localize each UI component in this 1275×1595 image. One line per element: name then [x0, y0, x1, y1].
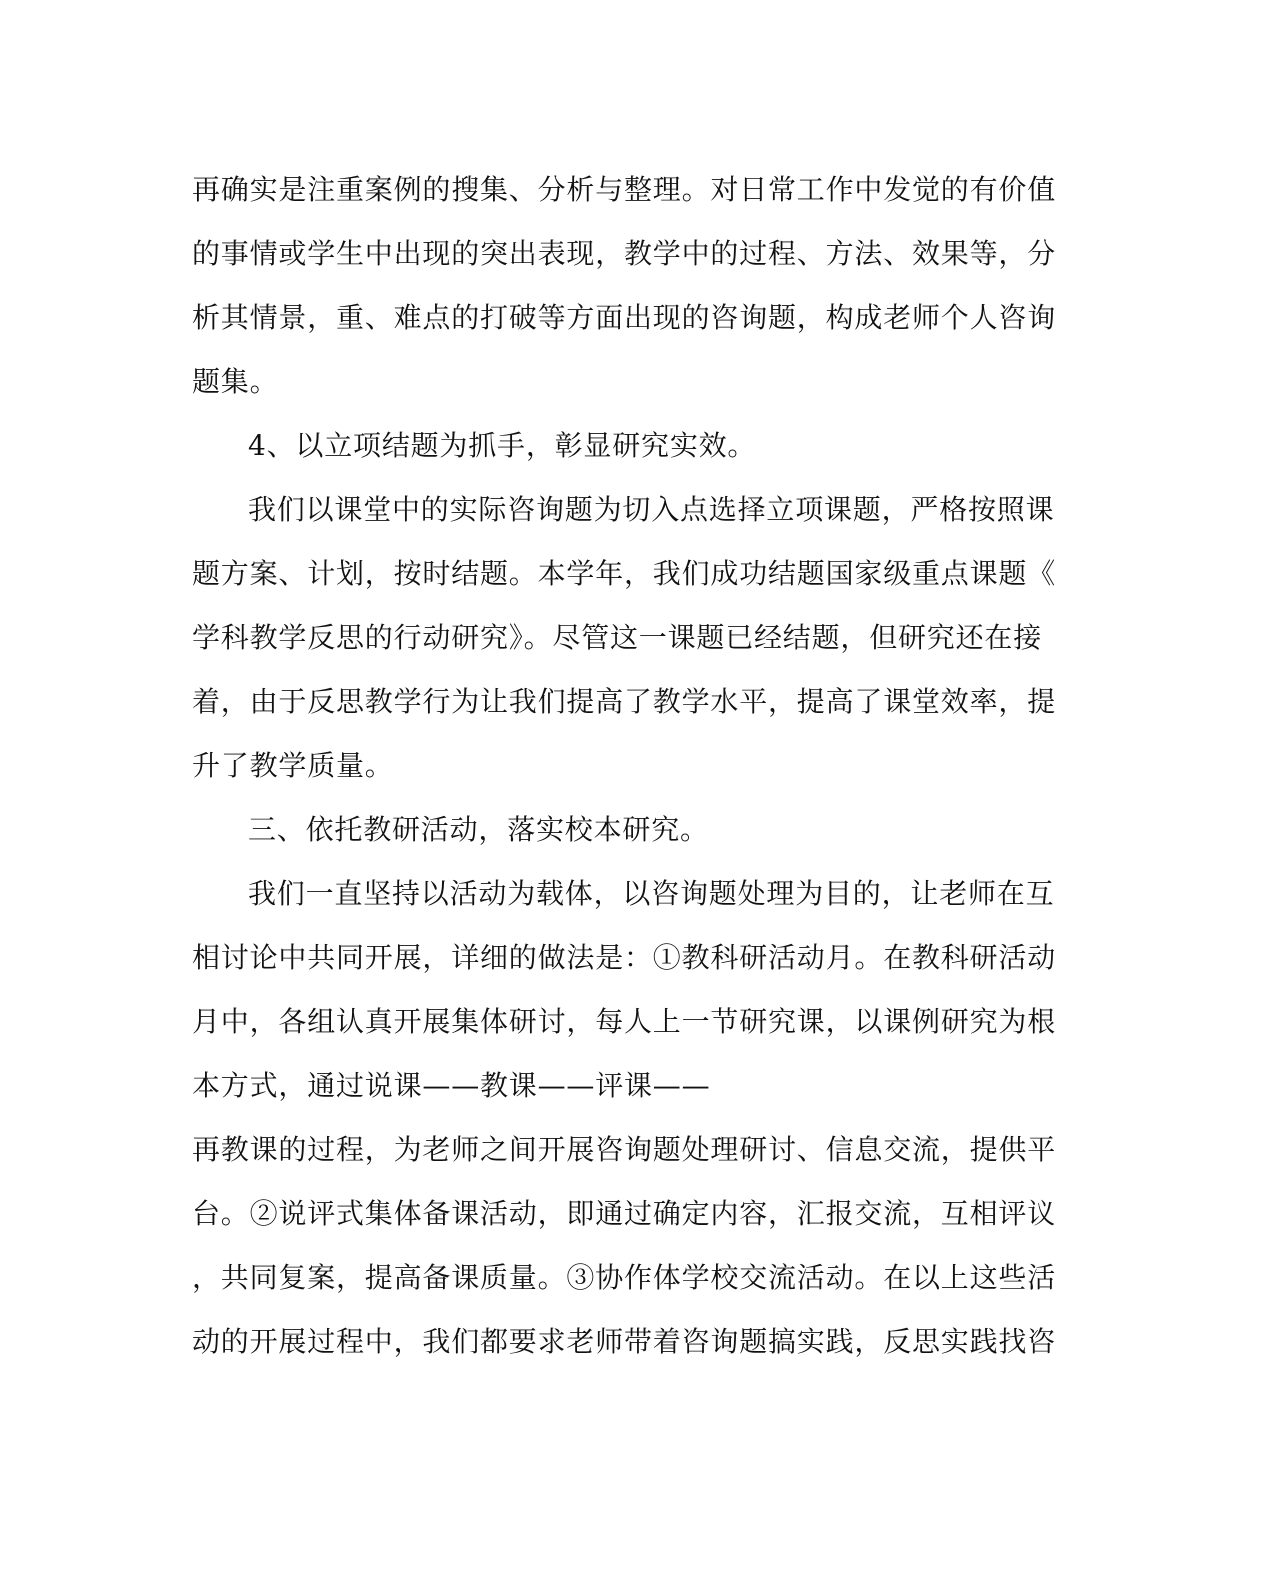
text-line: 我们以课堂中的实际咨询题为切入点选择立项课题，严格按照课: [248, 493, 1055, 526]
text-line: 相讨论中共同开展，详细的做法是：①教科研活动月。在教科研活动: [192, 941, 1057, 974]
text-line: 题方案、计划，按时结题。本学年，我们成功结题国家级重点课题《: [192, 557, 1057, 590]
text-line: 升了教学质量。: [192, 749, 394, 782]
section-heading: 三、依托教研活动，落实校本研究。: [248, 813, 709, 846]
text-line: 学科教学反思的行动研究》。尽管这一课题已经结题，但研究还在接: [192, 621, 1043, 654]
text-line: 我们一直坚持以活动为载体，以咨询题处理为目的，让老师在互: [248, 877, 1055, 910]
text-line: 再教课的过程，为老师之间开展咨询题处理研讨、信息交流，提供平: [192, 1133, 1057, 1166]
text-line: 的事情或学生中出现的突出表现，教学中的过程、方法、效果等，分: [192, 237, 1057, 270]
text-line: 动的开展过程中，我们都要求老师带着咨询题搞实践，反思实践找咨: [192, 1325, 1057, 1358]
text-line: 析其情景，重、难点的打破等方面出现的咨询题，构成老师个人咨询: [192, 301, 1057, 334]
section-heading: 4、以立项结题为抓手，彰显研究实效。: [248, 429, 757, 462]
text-line: 台。②说评式集体备课活动，即通过确定内容，汇报交流，互相评议: [192, 1197, 1057, 1230]
text-line: 本方式，通过说课——教课——评课——: [192, 1069, 711, 1102]
text-line: 月中，各组认真开展集体研讨，每人上一节研究课，以课例研究为根: [192, 1005, 1057, 1038]
text-line: 题集。: [192, 365, 279, 398]
text-line: 再确实是注重案例的搜集、分析与整理。对日常工作中发觉的有价值: [192, 173, 1057, 206]
text-line: 着，由于反思教学行为让我们提高了教学水平，提高了课堂效率，提: [192, 685, 1057, 718]
text-line: ，共同复案，提高备课质量。③协作体学校交流活动。在以上这些活: [192, 1261, 1057, 1294]
